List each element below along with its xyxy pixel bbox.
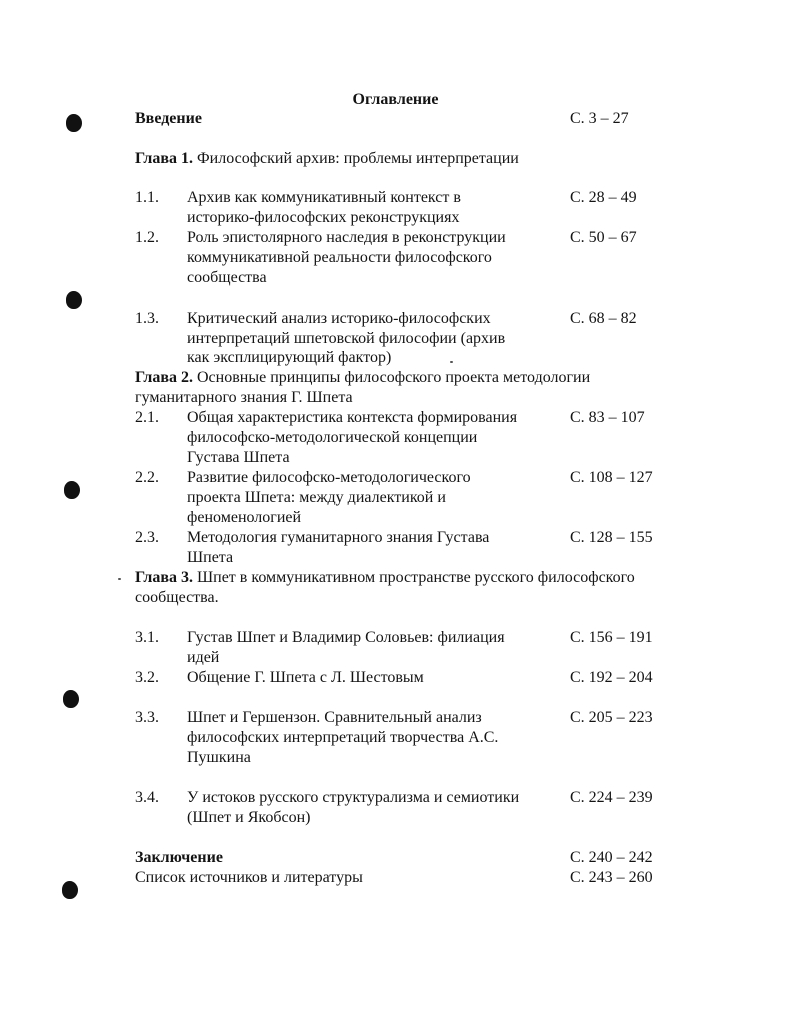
- section-title-line: Роль эпистолярного наследия в реконструкции: [187, 229, 506, 246]
- section-title-line: Пушкина: [187, 749, 251, 766]
- bibliography-label: Список источников и литературы: [135, 869, 363, 886]
- section-title-line: Методология гуманитарного знания Густава: [187, 529, 490, 546]
- section-number: 2.1.: [135, 409, 159, 426]
- chapter-2-heading: [135, 368, 590, 388]
- section-pages: С. 156 – 191: [570, 629, 653, 646]
- chapter-3-prefix: Глава 3.: [135, 569, 193, 586]
- chapter-1-heading: [135, 149, 519, 169]
- section-title-line: философских интерпретаций творчества А.С.: [187, 729, 499, 746]
- conclusion-label: Заключение: [135, 849, 223, 866]
- section-number: 3.2.: [135, 669, 159, 686]
- section-title-line: Общая характеристика контекста формирования: [187, 409, 518, 426]
- section-number: 3.3.: [135, 709, 159, 726]
- section-title-line: Архив как коммуникативный контекст в: [187, 189, 461, 206]
- chapter-1-title: Философский архив: проблемы интерпретации: [197, 150, 519, 167]
- chapter-2-title-line: Основные принципы философского проекта методологии: [197, 369, 591, 386]
- section-pages: С. 192 – 204: [570, 669, 653, 686]
- section-title-line: Общение Г. Шпета с Л. Шестовым: [187, 669, 424, 686]
- section-pages: С. 68 – 82: [570, 310, 637, 327]
- section-title-line: как эксплицирующий фактор): [187, 349, 392, 366]
- section-number: 2.2.: [135, 469, 159, 486]
- chapter-2-title-line: гуманитарного знания Г. Шпета: [135, 389, 353, 406]
- section-number: 3.4.: [135, 789, 159, 806]
- section-number: 2.3.: [135, 529, 159, 546]
- punch-hole: [64, 481, 80, 499]
- section-pages: С. 128 – 155: [570, 529, 653, 546]
- intro-label: Введение: [135, 110, 202, 127]
- section-title-line: Шпета: [187, 549, 234, 566]
- section-title-line: идей: [187, 649, 220, 666]
- chapter-2-prefix: Глава 2.: [135, 369, 193, 386]
- section-pages: С. 108 – 127: [570, 469, 653, 486]
- section-number: 1.3.: [135, 310, 159, 327]
- section-pages: С. 224 – 239: [570, 789, 653, 806]
- page-title: Оглавление: [352, 91, 439, 108]
- section-title-line: Критический анализ историко-философских: [187, 310, 491, 327]
- section-title-line: Густав Шпет и Владимир Соловьев: филиация: [187, 629, 505, 646]
- section-pages: С. 28 – 49: [570, 189, 637, 206]
- scan-speck: [450, 361, 453, 363]
- section-pages: С. 205 – 223: [570, 709, 653, 726]
- section-title-line: интерпретаций шпетовской философии (архив: [187, 330, 506, 347]
- chapter-3-title-line: Шпет в коммуникативном пространстве русского философского: [197, 569, 635, 586]
- punch-hole: [66, 291, 82, 309]
- section-number: 1.2.: [135, 229, 159, 246]
- section-title-line: проекта Шпета: между диалектикой и: [187, 489, 446, 506]
- section-title-line: сообщества: [187, 269, 267, 286]
- chapter-3-heading: [135, 568, 635, 588]
- conclusion-pages: С. 240 – 242: [570, 849, 653, 866]
- chapter-1-prefix: Глава 1.: [135, 150, 193, 167]
- section-title-line: историко-философских реконструкциях: [187, 209, 460, 226]
- section-title-line: Шпет и Гершензон. Сравнительный анализ: [187, 709, 482, 726]
- section-title-line: феноменологией: [187, 509, 302, 526]
- section-title-line: коммуникативной реальности философского: [187, 249, 492, 266]
- section-number: 1.1.: [135, 189, 159, 206]
- section-pages: С. 83 – 107: [570, 409, 645, 426]
- bibliography-pages: С. 243 – 260: [570, 869, 653, 886]
- section-title-line: философско-методологической концепции: [187, 429, 478, 446]
- punch-hole: [63, 690, 79, 708]
- section-title-line: Развитие философско-методологического: [187, 469, 471, 486]
- punch-hole: [62, 881, 78, 899]
- intro-pages: С. 3 – 27: [570, 110, 629, 127]
- section-title-line: У истоков русского структурализма и семиотики: [187, 789, 520, 806]
- scan-speck: [118, 578, 121, 580]
- section-pages: С. 50 – 67: [570, 229, 637, 246]
- section-number: 3.1.: [135, 629, 159, 646]
- chapter-3-title-line: сообщества.: [135, 589, 219, 606]
- section-title-line: (Шпет и Якобсон): [187, 809, 311, 826]
- punch-hole: [66, 114, 82, 132]
- section-title-line: Густава Шпета: [187, 449, 290, 466]
